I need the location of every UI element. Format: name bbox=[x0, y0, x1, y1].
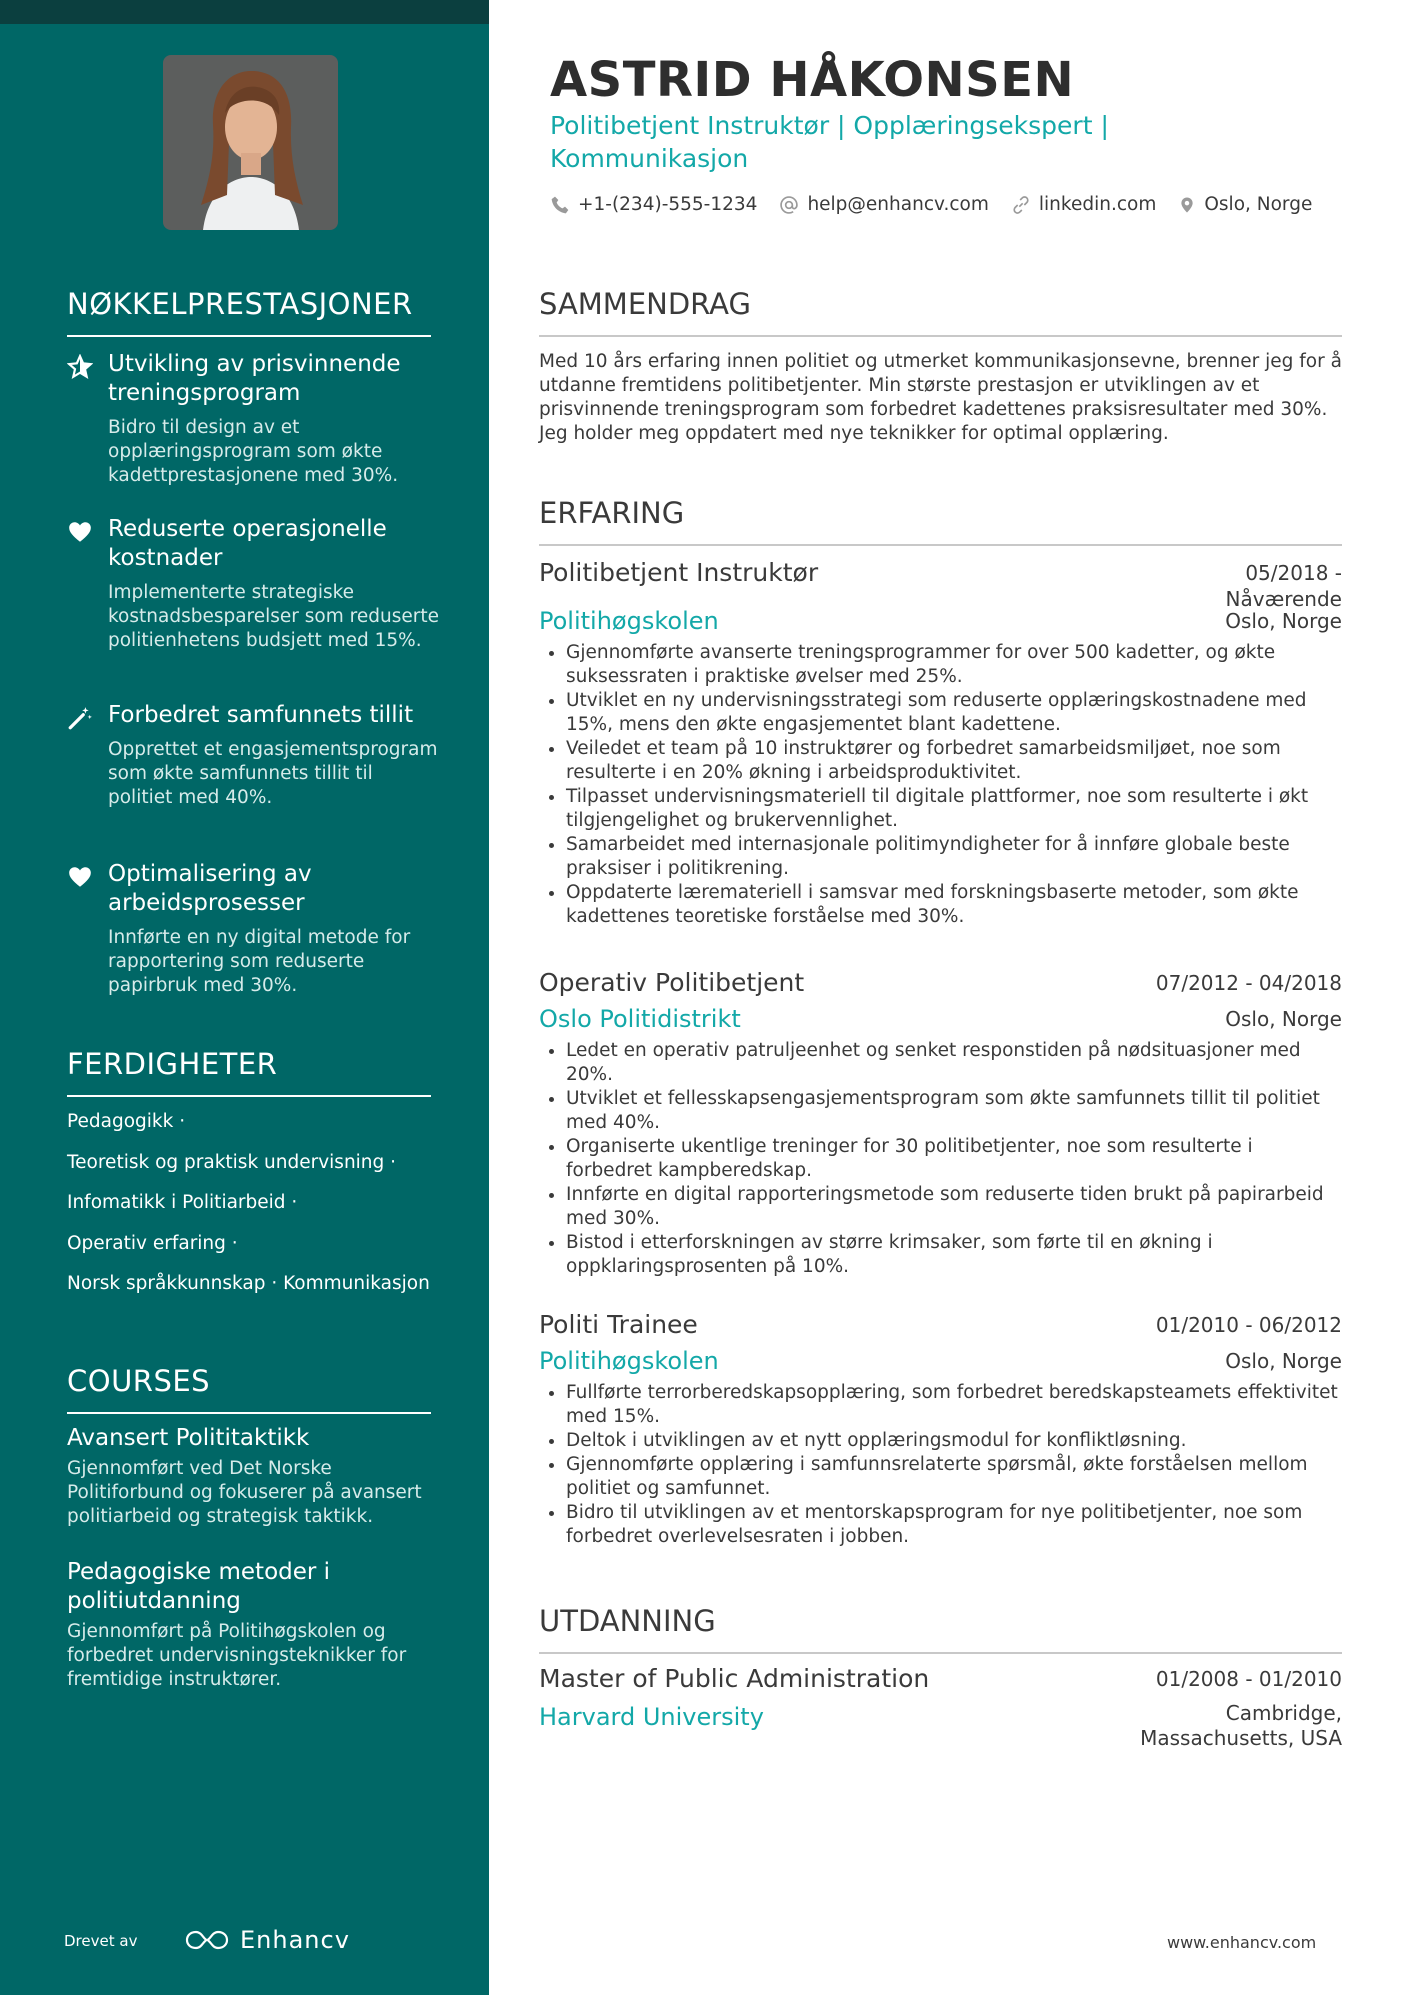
skill-item: Teoretisk og praktisk undervisning · bbox=[67, 1152, 397, 1173]
job-bullets bbox=[539, 1381, 1342, 1549]
link-icon bbox=[1011, 195, 1031, 215]
contact-text: Oslo, Norge bbox=[1204, 194, 1313, 215]
education-date: 01/2008 - 01/2010 bbox=[1155, 1667, 1342, 1691]
candidate-name: ASTRID HÅKONSEN bbox=[550, 52, 1075, 108]
course-desc: Gjennomført på Politihøgskolen og forbedret undervisningsteknikker for fremtidige instruktører. bbox=[67, 1621, 407, 1690]
footer-url[interactable]: www.enhancv.com bbox=[1167, 1933, 1317, 1952]
contact-text: linkedin.com bbox=[1038, 194, 1157, 215]
degree-title: Master of Public Administration bbox=[539, 1664, 930, 1693]
job-bullet: • Deltok i utviklingen av et nytt opplæringsmodul for konfliktløsning. bbox=[566, 1429, 1342, 1453]
achievements-title: NØKKELPRESTASJONER bbox=[67, 287, 431, 337]
job-bullets bbox=[539, 1039, 1342, 1279]
infinity-icon bbox=[184, 1928, 230, 1952]
job-bullet: • Gjennomførte opplæring i samfunnsrelaterte spørsmål, økte forståelsen mellom politiet og samfunnet. bbox=[566, 1453, 1342, 1501]
job-bullet: • Fullførte terrorberedskapsopplæring, som forbedret beredskapsteamets effektivitet med 15%. bbox=[566, 1381, 1342, 1429]
skill-item: Infomatikk i Politiarbeid · bbox=[67, 1192, 298, 1213]
school-location bbox=[1140, 1701, 1342, 1751]
course-desc: Gjennomført ved Det Norske Politiforbund og fokuserer på avansert politiarbeid og strategisk taktikk. bbox=[67, 1458, 422, 1527]
school-location-line: Cambridge, bbox=[1225, 1701, 1342, 1725]
job-bullet: • Ledet en operativ patruljeenhet og senket responstiden på nødsituasjoner med 20%. bbox=[566, 1039, 1342, 1087]
logo-text: Enhancv bbox=[240, 1926, 350, 1954]
job-bullet: • Utviklet et fellesskapsengasjementsprogram som økte samfunnets tillit til politiet med 40%. bbox=[566, 1087, 1342, 1135]
achievement-item bbox=[67, 350, 439, 488]
achievement-desc: Bidro til design av et opplæringsprogram som økte kadettprestasjonene med 30%. bbox=[108, 417, 399, 486]
summary-text: Med 10 års erfaring innen politiet og utmerket kommunikasjonsevne, brenner jeg for å utdanne fremtidens politibetjenter. Min største prestasjon er utviklingen av et prisvinnende treningsprogram som forbedret kadettenes praksisresultater med 30%. Jeg holder meg oppdatert med nye teknikker for optimal opplæring. bbox=[539, 351, 1342, 444]
job-bullet: • Veiledet et team på 10 instruktører og forbedret samarbeidsmiljøet, noe som resulterte i en 20% økning i arbeidsproduktivitet. bbox=[566, 737, 1342, 785]
job-bullet: • Utviklet en ny undervisningsstrategi som reduserte opplæringskostnadene med 15%, mens den økte engasjementet blant kadettene. bbox=[566, 689, 1342, 737]
school-name: Harvard University bbox=[539, 1703, 764, 1731]
job-entry bbox=[539, 968, 1342, 1279]
job-title: Operativ Politibetjent bbox=[539, 968, 805, 997]
job-bullet: • Bidro til utviklingen av et mentorskapsprogram for nye politibetjenter, noe som forbedret overlevelsesraten i jobben. bbox=[566, 1501, 1342, 1549]
course-title: Avansert Polititaktikk bbox=[67, 1425, 310, 1451]
job-title: Politibetjent Instruktør bbox=[539, 558, 819, 587]
job-bullets bbox=[539, 641, 1342, 929]
skill-item: Operativ erfaring · bbox=[67, 1233, 238, 1254]
job-company: Politihøgskolen bbox=[539, 607, 719, 635]
course-item bbox=[67, 1424, 439, 1529]
star-icon bbox=[67, 354, 93, 380]
achievement-title: Utvikling av prisvinnende treningsprogram bbox=[108, 351, 401, 406]
skills-title: FERDIGHETER bbox=[67, 1047, 431, 1097]
location-icon bbox=[1178, 195, 1196, 215]
job-date: 07/2012 - 04/2018 bbox=[1155, 971, 1342, 995]
contact-text: help@enhancv.com bbox=[807, 194, 989, 215]
achievement-item bbox=[67, 860, 439, 998]
job-location: Oslo, Norge bbox=[1225, 1007, 1342, 1031]
job-bullet: • Gjennomførte avanserte treningsprogrammer for over 500 kadetter, og økte suksessraten i praktiske øvelser med 25%. bbox=[566, 641, 1342, 689]
job-bullet: • Organiserte ukentlige treninger for 30 politibetjenter, noe som resulterte i forbedret kampberedskap. bbox=[566, 1135, 1342, 1183]
job-date: 01/2010 - 06/2012 bbox=[1155, 1313, 1342, 1337]
skill-item: Norsk språkkunnskap · Kommunikasjon bbox=[67, 1273, 430, 1294]
job-entry bbox=[539, 1310, 1342, 1549]
contact-bar bbox=[550, 194, 1312, 215]
job-bullet: • Bistod i etterforskningen av større krimsaker, som førte til en økning i oppklaringsprosenten på 10%. bbox=[566, 1231, 1342, 1279]
job-title: Politi Trainee bbox=[539, 1310, 698, 1339]
contact-text: +1-(234)-555-1234 bbox=[578, 194, 758, 215]
job-company: Politihøgskolen bbox=[539, 1347, 719, 1375]
job-company: Oslo Politidistrikt bbox=[539, 1005, 741, 1033]
contact-email[interactable] bbox=[779, 194, 988, 215]
achievement-item bbox=[67, 515, 439, 653]
candidate-tagline: Politibetjent Instruktør | Opplæringsekspert | Kommunikasjon bbox=[550, 111, 1109, 173]
education-title: UTDANNING bbox=[539, 1604, 1342, 1654]
contact-location bbox=[1178, 194, 1312, 215]
job-location: Oslo, Norge bbox=[1225, 1349, 1342, 1373]
contact-linkedin[interactable] bbox=[1011, 194, 1156, 215]
magic-wand-icon bbox=[67, 705, 93, 731]
contact-phone[interactable] bbox=[550, 194, 757, 215]
sidebar bbox=[0, 0, 489, 1995]
heart-icon bbox=[67, 864, 93, 890]
job-bullet: • Samarbeidet med internasjonale politimyndigheter for å innføre globale beste praksiser i politikrening. bbox=[566, 833, 1342, 881]
job-date-end: Nåværende bbox=[1225, 587, 1342, 611]
school-location-line: Massachusetts, USA bbox=[1140, 1726, 1342, 1750]
achievement-item bbox=[67, 701, 439, 810]
at-icon bbox=[779, 195, 799, 215]
job-entry bbox=[539, 558, 1342, 929]
achievement-title: Optimalisering av arbeidsprosesser bbox=[108, 861, 312, 916]
achievement-desc: Opprettet et engasjementsprogram som økte samfunnets tillit til politiet med 40%. bbox=[108, 739, 438, 808]
powered-by-label: Drevet av bbox=[64, 1932, 138, 1950]
education-entry bbox=[539, 1664, 1342, 1750]
phone-icon bbox=[550, 195, 570, 215]
achievement-title: Forbedret samfunnets tillit bbox=[108, 702, 414, 728]
job-bullet: • Oppdaterte læremateriell i samsvar med forskningsbaserte metoder, som økte kadettenes teoretiske forståelse med 30%. bbox=[566, 881, 1342, 929]
course-item bbox=[67, 1558, 439, 1692]
sidebar-top-bar bbox=[0, 0, 489, 24]
achievement-desc: Innførte en ny digital metode for rapportering som reduserte papirbruk med 30%. bbox=[108, 927, 411, 996]
job-date-start: 05/2018 - bbox=[1245, 561, 1342, 585]
achievement-title: Reduserte operasjonelle kostnader bbox=[108, 516, 387, 571]
achievement-desc: Implementerte strategiske kostnadsbesparelser som reduserte politienhetens budsjett med 15%. bbox=[108, 582, 439, 651]
enhancv-logo[interactable] bbox=[184, 1926, 350, 1954]
job-bullet: • Tilpasset undervisningsmateriell til digitale plattformer, noe som resulterte i økt tilgjengelighet og brukervennlighet. bbox=[566, 785, 1342, 833]
summary-title: SAMMENDRAG bbox=[539, 287, 1342, 337]
heart-icon bbox=[67, 519, 93, 545]
skill-item: Pedagogikk · bbox=[67, 1111, 186, 1132]
experience-title: ERFARING bbox=[539, 496, 1342, 546]
courses-title: COURSES bbox=[67, 1364, 431, 1414]
profile-photo bbox=[163, 55, 338, 230]
course-title: Pedagogiske metoder i politiutdanning bbox=[67, 1559, 331, 1614]
job-location: Oslo, Norge bbox=[1225, 609, 1342, 633]
job-bullet: • Innførte en digital rapporteringsmetode som reduserte tiden brukt på papirarbeid med 30%. bbox=[566, 1183, 1342, 1231]
job-date bbox=[1226, 560, 1342, 612]
